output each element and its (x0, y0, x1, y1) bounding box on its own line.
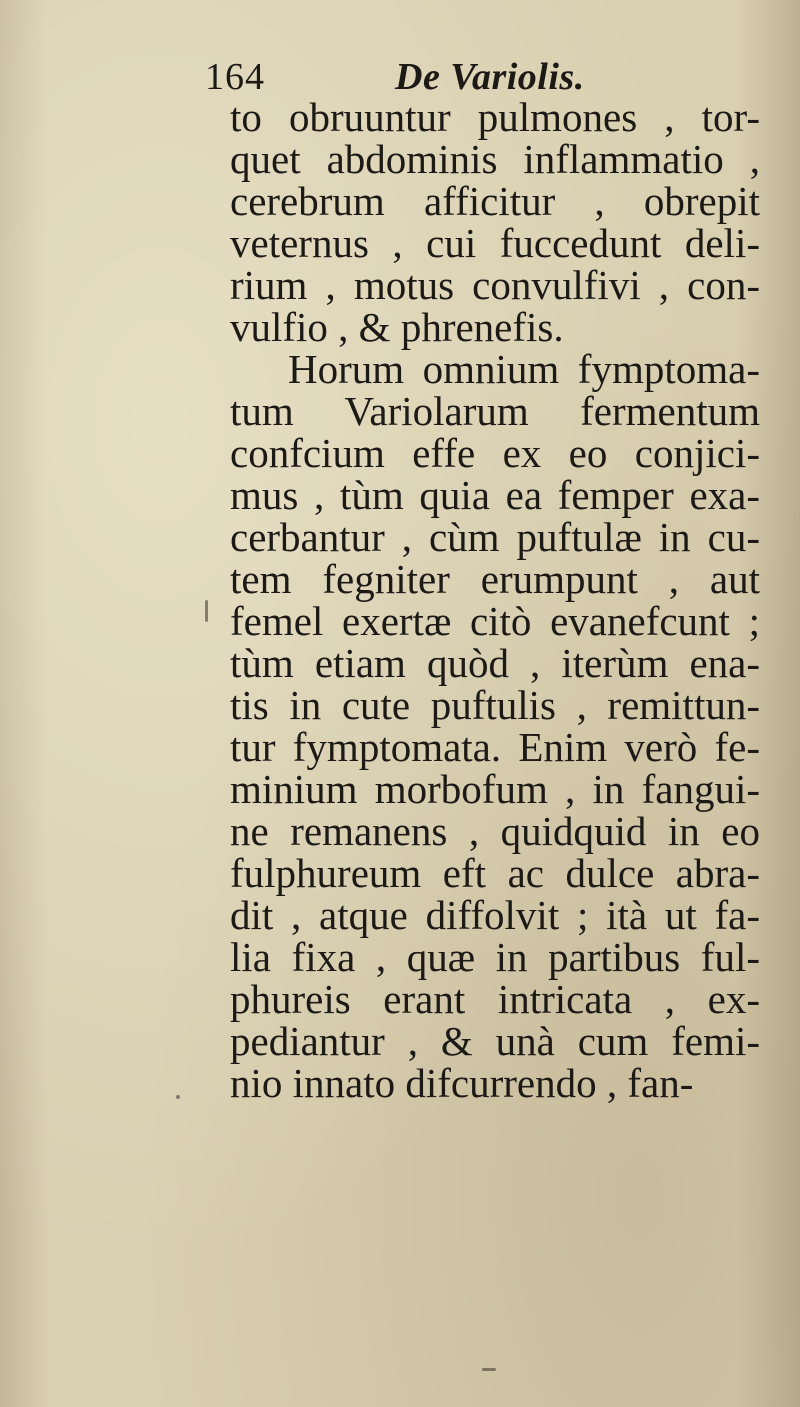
body-text (230, 96, 760, 1104)
text-line: tur fymptomata. Enim verò fe- (230, 724, 760, 770)
text-line: ne remanens , quidquid in eo (230, 808, 760, 854)
text-line: dit , atque diffolvit ; ità ut fa- (230, 892, 760, 938)
text-line: vulfio , & phrenefis. (230, 304, 564, 350)
text-line: nio innato difcurrendo , fan- (230, 1060, 694, 1106)
text-line: phureis erant intricata , ex- (230, 976, 760, 1022)
margin-speck (205, 600, 208, 622)
margin-speck (482, 1368, 496, 1371)
text-line: to obruuntur pulmones , tor- (230, 94, 760, 140)
page-number: 164 (205, 56, 265, 98)
text-line: tem fegniter erumpunt , aut (230, 556, 760, 602)
text-line: fulphureum eft ac dulce abra- (230, 850, 760, 896)
text-line: tum Variolarum fermentum (230, 388, 760, 434)
text-line: confcium effe ex eo conjici- (230, 430, 760, 476)
text-line: tùm etiam quòd , iterùm ena- (230, 640, 760, 686)
text-line: Horum omnium fymptoma- (288, 346, 760, 392)
running-title: De Variolis. (395, 56, 585, 98)
text-line: lia fixa , quæ in partibus ful- (230, 934, 760, 980)
text-line: femel exertæ citò evanefcunt ; (230, 598, 760, 644)
text-line: rium , motus convulfivi , con- (230, 262, 760, 308)
text-line: pediantur , & unà cum femi- (230, 1018, 760, 1064)
text-line: quet abdominis inflammatio , (230, 136, 760, 182)
margin-speck (176, 1095, 180, 1099)
text-line: tis in cute puftulis , remittun- (230, 682, 760, 728)
text-line: mus , tùm quia ea femper exa- (230, 472, 760, 518)
text-line: cerbantur , cùm puftulæ in cu- (230, 514, 760, 560)
text-line: minium morbofum , in fangui- (230, 766, 760, 812)
text-line: veternus , cui fuccedunt deli- (230, 220, 760, 266)
text-line: cerebrum afficitur , obrepit (230, 178, 760, 224)
